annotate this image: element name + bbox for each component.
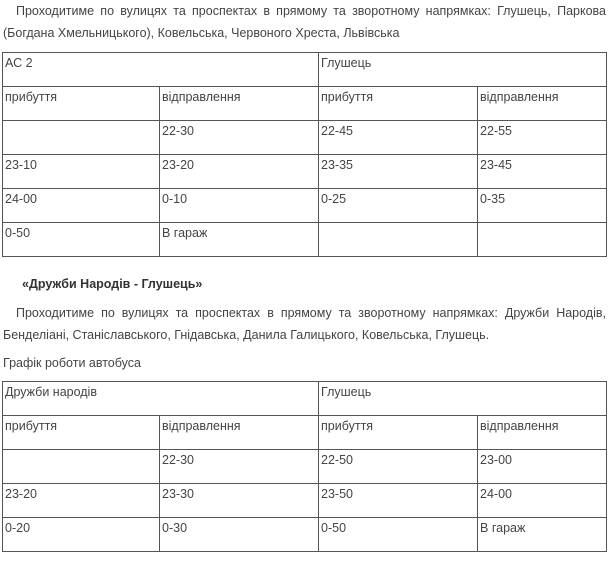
table-header-row: [3, 382, 607, 416]
table-cell: 0-25: [319, 189, 478, 223]
table-cell: 0-20: [3, 518, 160, 552]
table-subheader-row: [3, 416, 607, 450]
route-description-1: Проходитиме по вулицях та проспектах в прямому та зворотному напрямках: Глушець, Паркова (Богдана Хмельницького), Ковельська, Червоного Хреста, Львівська: [3, 4, 606, 40]
route-description-2: Проходитиме по вулицях та проспектах в прямому та зворотному напрямках: Дружби Народів, Бенделіані, Станіславського, Гнідавська, Данила Галицького, Ковельська, Глушець.: [3, 306, 606, 342]
table-cell: В гараж: [478, 518, 607, 552]
schedule-caption: Графік роботи автобуса: [3, 356, 141, 370]
stop-name-cell: АС 2: [3, 53, 319, 87]
table-cell: 22-50: [319, 450, 478, 484]
table-cell: 0-35: [478, 189, 607, 223]
table-row: [3, 189, 607, 223]
table-cell: [478, 223, 607, 257]
table-cell: 23-30: [160, 484, 319, 518]
column-label: відправлення: [160, 87, 319, 121]
table-cell: [3, 121, 160, 155]
column-label: прибуття: [3, 87, 160, 121]
column-label: відправлення: [160, 416, 319, 450]
column-label: відправлення: [478, 416, 607, 450]
table-cell: 23-00: [478, 450, 607, 484]
column-label: прибуття: [319, 416, 478, 450]
stop-name-cell: Дружби народів: [3, 382, 319, 416]
table-cell: 23-50: [319, 484, 478, 518]
table-cell: 22-30: [160, 450, 319, 484]
table-cell: 22-45: [319, 121, 478, 155]
table-cell: 22-30: [160, 121, 319, 155]
table-cell: [319, 223, 478, 257]
table-cell: [3, 450, 160, 484]
column-label: прибуття: [3, 416, 160, 450]
table-cell: 23-45: [478, 155, 607, 189]
table-row: [3, 155, 607, 189]
table-cell: 22-55: [478, 121, 607, 155]
table-cell: 0-50: [319, 518, 478, 552]
table-header-row: [3, 53, 607, 87]
table-row: [3, 518, 607, 552]
column-label: прибуття: [319, 87, 478, 121]
schedule-table-2: [2, 381, 607, 552]
table-row: [3, 484, 607, 518]
table-cell: В гараж: [160, 223, 319, 257]
table-cell: 24-00: [478, 484, 607, 518]
table-row: [3, 450, 607, 484]
table-subheader-row: [3, 87, 607, 121]
route-title: «Дружби Народів - Глушець»: [22, 277, 203, 291]
table-cell: 0-10: [160, 189, 319, 223]
table-cell: 23-20: [3, 484, 160, 518]
table-cell: 23-20: [160, 155, 319, 189]
schedule-table-1: [2, 52, 607, 257]
table-cell: 24-00: [3, 189, 160, 223]
table-cell: 0-30: [160, 518, 319, 552]
table-row: [3, 223, 607, 257]
table-cell: 23-35: [319, 155, 478, 189]
stop-name-cell: Глушець: [319, 382, 607, 416]
stop-name-cell: Глушець: [319, 53, 607, 87]
table-cell: 23-10: [3, 155, 160, 189]
column-label: відправлення: [478, 87, 607, 121]
table-cell: 0-50: [3, 223, 160, 257]
table-row: [3, 121, 607, 155]
